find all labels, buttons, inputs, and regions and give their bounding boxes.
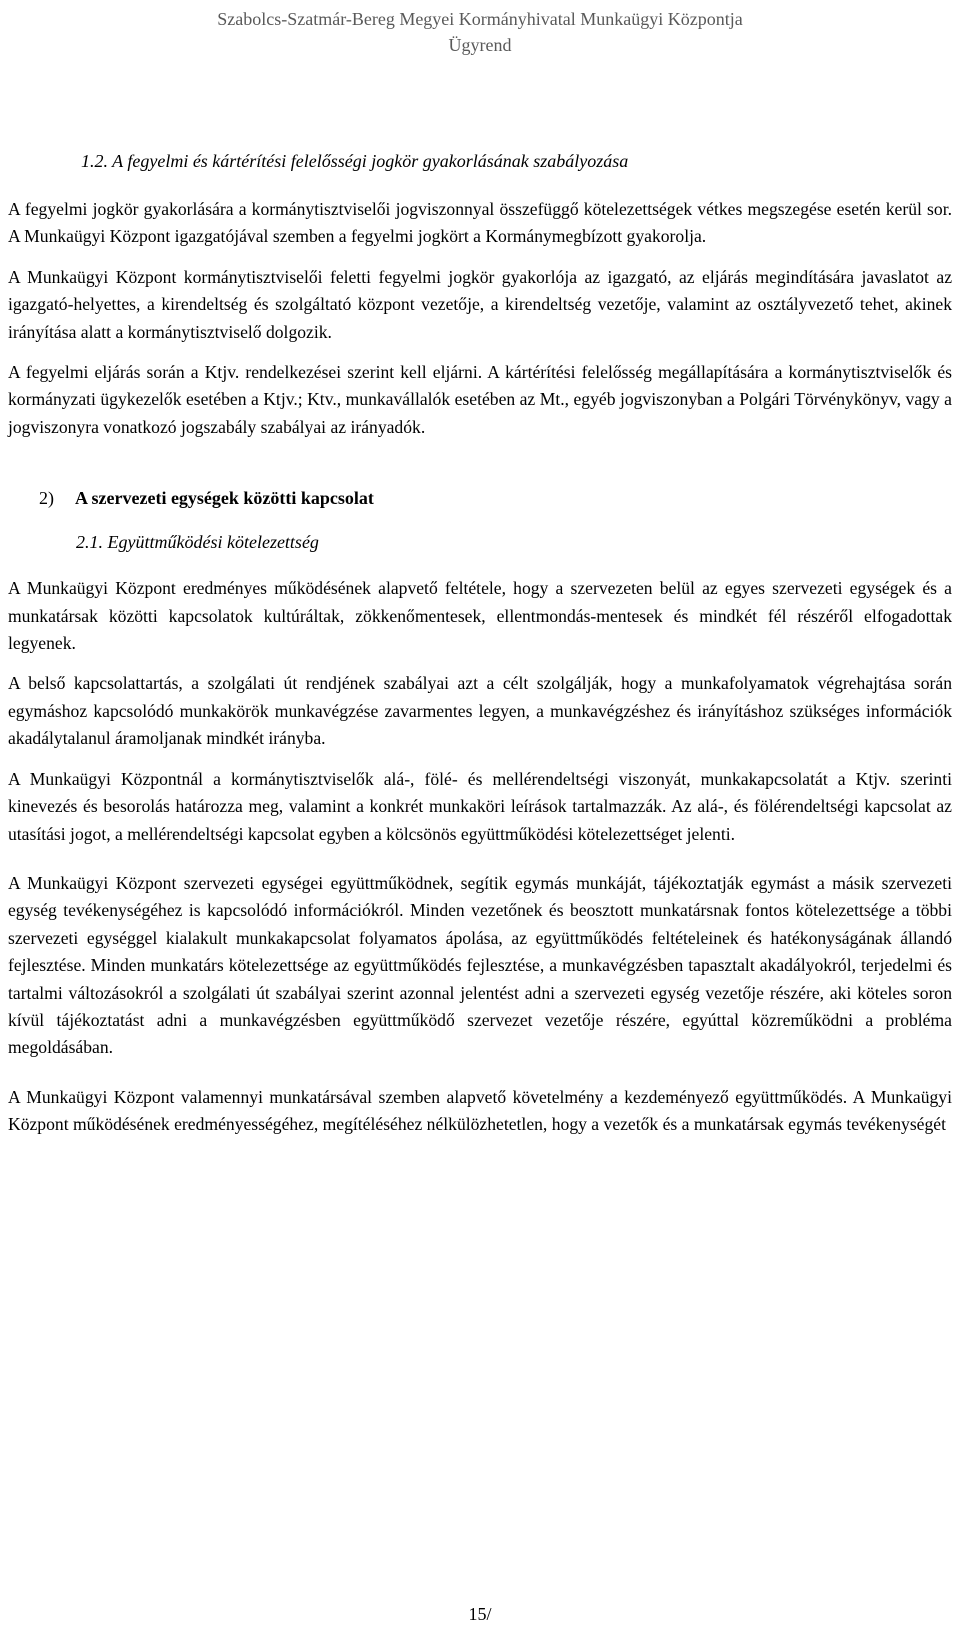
paragraph: A Munkaügyi Központ kormánytisztviselői feletti fegyelmi jogkör gyakorlója az igazgató, az eljárás megindítására javaslatot az igazgató-helyettes, a kirendeltség és szolgáltató központ vezetője, a kirendeltség vezetője, valamint az osztályvezető tehet, akinek irányítása alatt a kormánytisztviselő dolgozik. <box>8 266 952 342</box>
header-document-type: Ügyrend <box>448 35 512 55</box>
paragraph: A Munkaügyi Központnál a kormánytisztviselők alá-, fölé- és mellérendeltségi viszonyát, munkakapcsolatát a Ktjv. szerinti kinevezés és besorolás határozza meg, valamint a konkrét munkaköri leírások tartalmazzák. Az alá-, és fölérendeltségi kapcsolat az utasítási jogot, a mellérendeltségi kapcsolat egyben a kölcsönös együttműködési kötelezettséget jelenti. <box>8 768 952 844</box>
section-2-heading <box>8 485 952 511</box>
header-organization: Szabolcs-Szatmár-Bereg Megyei Kormányhivatal Munkaügyi Központja <box>217 9 743 29</box>
paragraph: A Munkaügyi Központ valamennyi munkatársával szemben alapvető követelmény a kezdeményező együttműködés. A Munkaügyi Központ működésének eredményességéhez, megítéléséhez nélkülözhetetlen, hogy a vezetők és a munkatársak egymás tevékenységét <box>8 1086 952 1135</box>
paragraph: A Munkaügyi Központ szervezeti egységei együttműködnek, segítik egymás munkáját, tájékoztatják egymást a másik szervezeti egység tevékenységéhez is kapcsolódó információkról. Minden vezetőnek és beosztott munkatársnak fontos kötelezettsége a többi szervezeti egységgel kialakult munkakapcsolat folyamatos ápolása, az együttműködés feltételeinek és hatékonyságának állandó fejlesztése. Minden munkatárs kötelezettsége az együttműködés fejlesztése, a munkavégzésben tapasztalt akadályokról, terjedelmi és tartalmi változásokról a szolgálati út szabályai szerint azonnal jelentést adni a szervezeti egység vezetője részére, aki köteles soron kívül tájékoztatást adni a munkavégzésben együttműködő szervezet vezetője részére, egyúttal közreműködni a probléma megoldásában. <box>8 872 952 1058</box>
page-header <box>0 6 960 58</box>
page-number: 15/ <box>468 1604 492 1624</box>
paragraph: A fegyelmi eljárás során a Ktjv. rendelkezései szerint kell eljárni. A kártérítési felelősség megállapítására a kormánytisztviselők és kormányzati ügykezelők esetében a Ktjv.; Ktv., munkavállalók esetében az Mt., egyéb jogviszonyban a Polgári Törvénykönyv, vagy a jogviszonyra vonatkozó jogszabály szabályai az irányadók. <box>8 362 952 437</box>
document-body <box>8 148 952 1152</box>
section-2-1-heading: 2.1. Együttműködési kötelezettség <box>76 532 319 553</box>
section-1-2-heading: 1.2. A fegyelmi és kártérítési felelősségi jogkör gyakorlásának szabályozása <box>81 151 629 171</box>
paragraph: A belső kapcsolattartás, a szolgálati út rendjének szabályai azt a célt szolgálják, hogy a munkafolyamatok végrehajtása során egymáshoz kapcsolódó munkakörök munkavégzése zavarmentes legyen, a munkavégzéshez és irányításhoz szükséges információk akadálytalanul áramoljanak mindkét irányba. <box>8 673 952 749</box>
paragraph: A Munkaügyi Központ eredményes működésének alapvető feltétele, hogy a szervezeten belül az egyes szervezeti egységek és a munkatársak közötti kapcsolatok kultúráltak, zökkenőmentesek, ellentmondás-mentesek és mindkét fél részéről elfogadottak legyenek. <box>8 578 952 654</box>
section-2-title: A szervezeti egységek közötti kapcsolat <box>75 488 374 509</box>
paragraph: A fegyelmi jogkör gyakorlására a kormánytisztviselői jogviszonnyal összefüggő kötelezettségek vétkes megszegése esetén kerül sor. A Munkaügyi Központ igazgatójával szemben a fegyelmi jogkört a Kormánymegbízott gyakorolja. <box>8 199 952 247</box>
section-2-number: 2) <box>39 488 54 509</box>
